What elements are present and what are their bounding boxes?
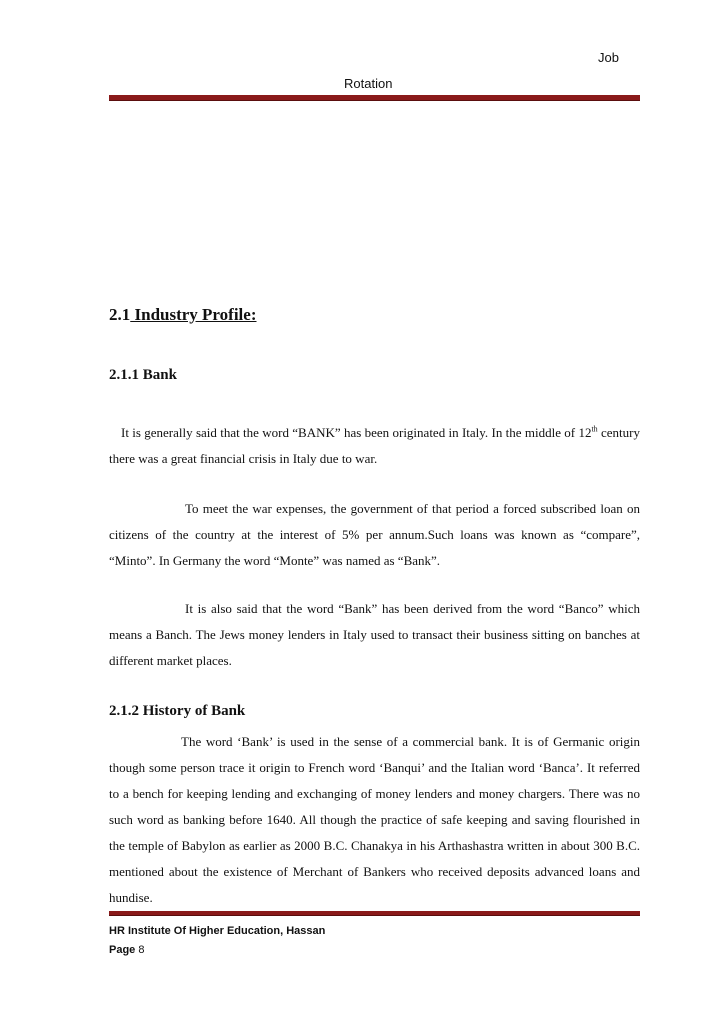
footer-page-number [109,944,144,956]
footer-divider [109,911,640,916]
history-para-text: The word ‘Bank’ is used in the sense of a commercial bank. It is of Germanic origin though some person trace it origin to French word ‘Banqui’ and the Italian word ‘Banca’. It referred to a bench for keeping lending and exchanging of money lenders and money chargers. There was no such word as banking before 1640. All though the practice of safe keeping and saving flourished in the temple of Babylon as earlier as 2000 B.C. Chanakya in his Arthashastra written in about 300 B.C. mentioned about the existence of Merchant of Bankers who received deposits advanced loans and hundise. [109,734,640,905]
bank-para2-text: To meet the war expenses, the government of that period a forced subscribed loan on citizens of the country at the interest of 5% per annum.Such loans was known as “compare”, “Minto”. In Germany the word “Monte” was named as “Bank”. [109,501,640,568]
bank-paragraph-1 [109,420,640,472]
section-number: 2.1 [109,305,131,324]
bank-paragraph-2 [109,496,640,574]
header-divider [109,95,640,101]
history-paragraph [109,729,640,911]
footer-page-label: Page [109,944,136,956]
header-title-line1: Job [598,50,619,65]
bank-para3-text: It is also said that the word “Bank” has been derived from the word “Banco” which means a Banch. The Jews money lenders in Italy used to transact their business sitting on banches at different market places. [109,601,640,668]
bank-para1-text-a: It is generally said that the word “BANK” has been originated in Italy. In the middle of 12 [121,425,592,440]
section-heading [109,305,257,325]
history-heading: 2.1.2 History of Bank [109,703,246,719]
bank-heading: 2.1.1 Bank [109,367,177,383]
bank-paragraph-3 [109,596,640,674]
footer-page-value: 8 [138,944,145,956]
bank-para1-text-b: century there was a great financial crisis in Italy due to war. [109,425,640,466]
bank-para1-superscript: th [591,424,598,434]
section-title: Industry Profile: [130,305,257,324]
header-title-line2: Rotation [344,76,393,91]
footer-institute: HR Institute Of Higher Education, Hassan [109,925,326,937]
